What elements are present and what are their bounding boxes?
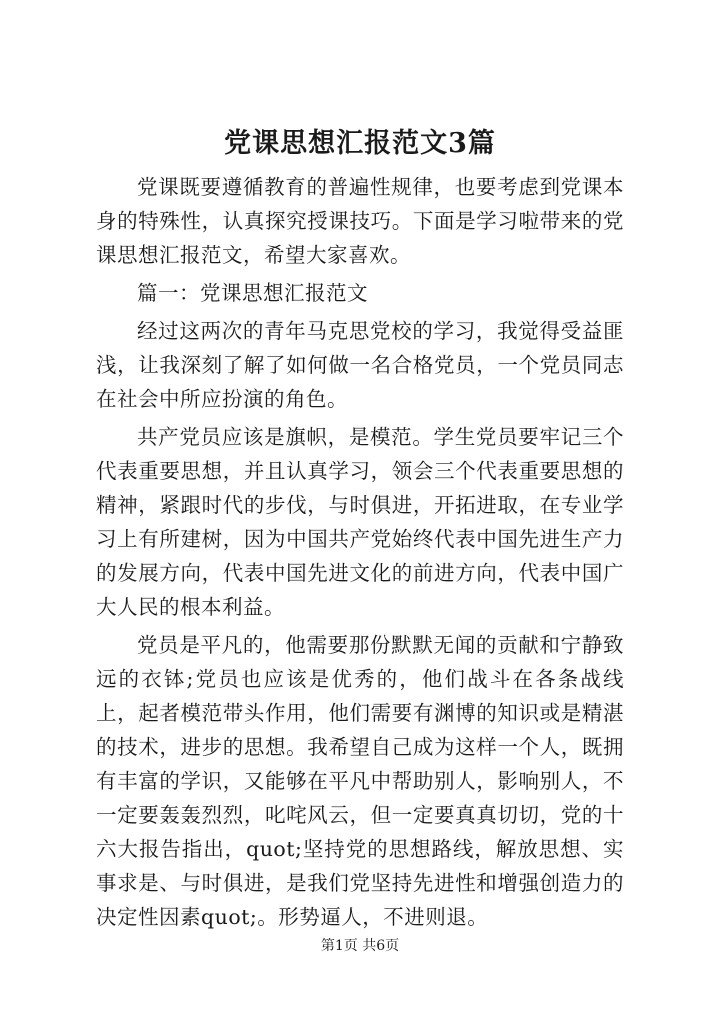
page-footer: 第1页 共6页 [320,938,400,954]
paragraph: 经过这两次的青年马克思党校的学习，我觉得受益匪浅，让我深刻了解了如何做一名合格党员，一个党员同志在社会中所应扮演的角色。 [96,319,624,411]
paragraph-intro: 党课既要遵循教育的普遍性规律，也要考虑到党课本身的特殊性，认真探究授课技巧。下面是学习啦带来的党课思想汇报范文，希望大家喜欢。 [96,175,624,267]
paragraph: 共产党员应该是旗帜，是模范。学生党员要牢记三个代表重要思想，并且认真学习，领会三个代表重要思想的精神，紧跟时代的步伐，与时俱进，开拓进取，在专业学习上有所建树，因为中国共产党始终代表中国先进生产力的发展方向，代表中国先进文化的前进方向，代表中国广大人民的根本利益。 [96,425,624,619]
section-heading: 篇一：党课思想汇报范文 [137,281,368,305]
paragraph: 党员是平凡的，他需要那份默默无闻的贡献和宁静致远的衣钵;党员也应该是优秀的，他们战斗在各条战线上，起者模范带头作用，他们需要有渊博的知识或是精湛的技术，进步的思想。我希望自己成为这样一个人，既拥有丰富的学识，又能够在平凡中帮助别人，影响别人，不一定要轰轰烈烈，叱咤风云，但一定要真真切切，党的十六大报告指出，quot;坚持党的思想路线，解放思想、实事求是、与时俱进，是我们党坚持先进性和增强创造力的决定性因素quot;。形势逼人，不进则退。 [96,633,624,929]
document-body [96,170,624,934]
document-title: 党课思想汇报范文3篇 [224,128,496,159]
